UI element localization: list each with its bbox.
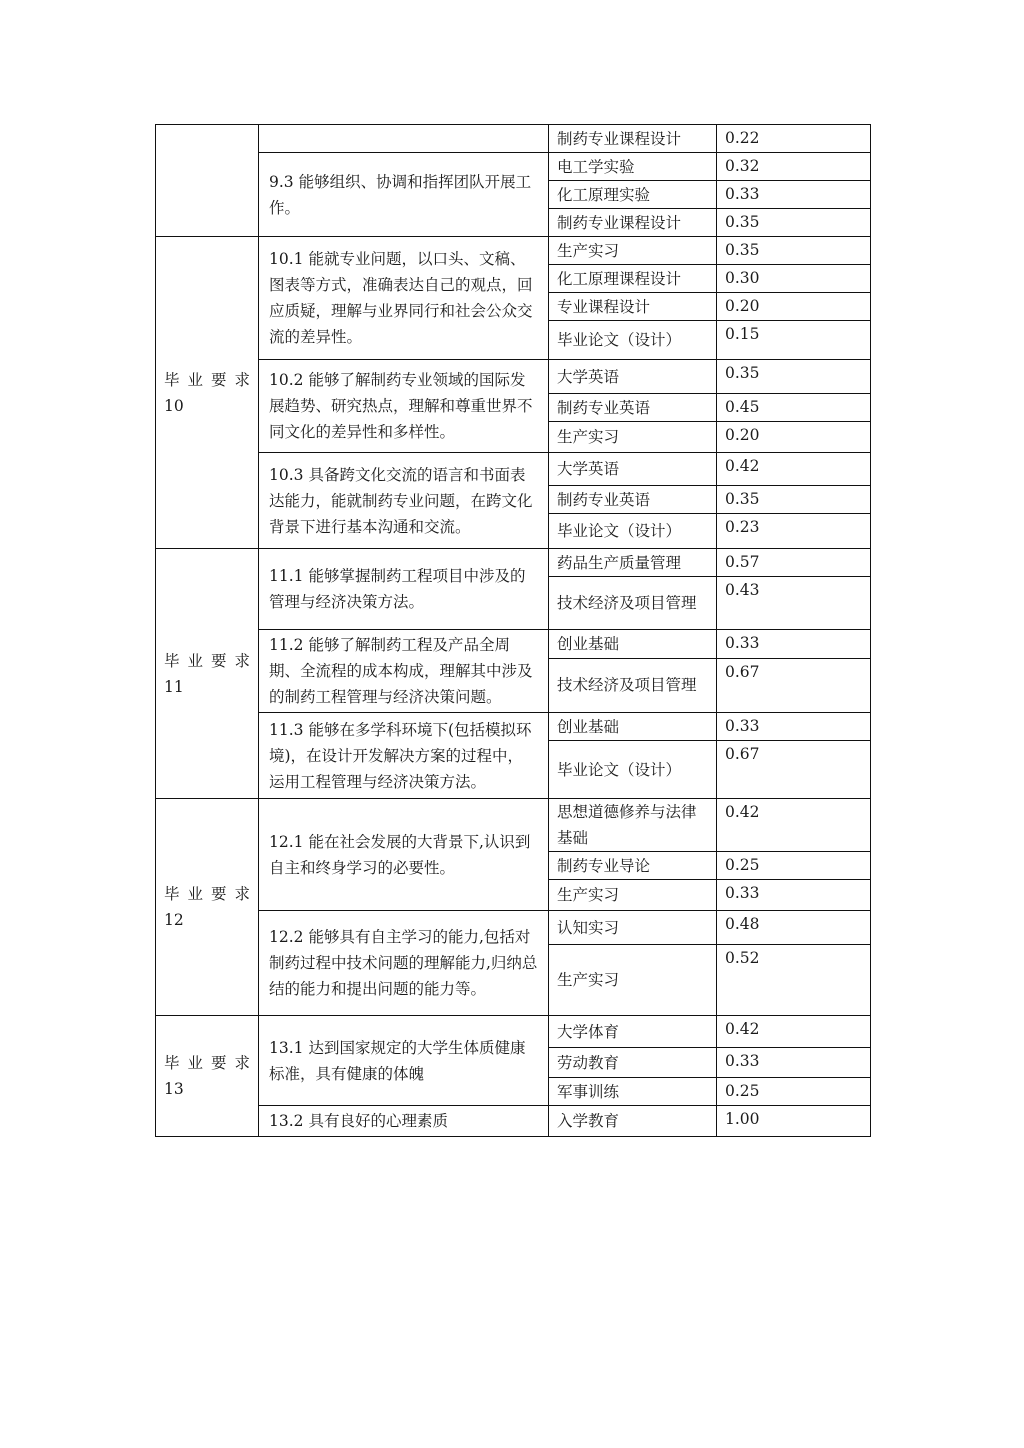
indicator-cell: 13.2 具有良好的心理素质 <box>259 1106 549 1137</box>
requirement-number: 13 <box>164 1080 184 1098</box>
course-name: 专业课程设计 <box>549 293 717 321</box>
table-row <box>156 1016 871 1048</box>
requirement-number: 10 <box>164 396 184 415</box>
course-weight: 0.43 <box>717 577 871 630</box>
course-name: 技术经济及项目管理 <box>549 658 717 712</box>
course-weight: 0.32 <box>717 153 871 181</box>
course-weight: 0.33 <box>717 1048 871 1078</box>
table-row <box>156 549 871 577</box>
course-weight: 0.52 <box>717 945 871 1016</box>
course-name: 认知实习 <box>549 911 717 945</box>
course-weight: 0.15 <box>717 321 871 360</box>
requirement-number: 11 <box>164 677 184 696</box>
course-name: 生产实习 <box>549 237 717 265</box>
course-name: 军事训练 <box>549 1078 717 1106</box>
course-name: 生产实习 <box>549 945 717 1016</box>
course-weight: 1.00 <box>717 1106 871 1137</box>
indicator-cell <box>259 125 549 153</box>
course-name: 技术经济及项目管理 <box>549 577 717 630</box>
course-weight: 0.35 <box>717 486 871 514</box>
requirement-cell <box>156 237 259 549</box>
course-name: 大学体育 <box>549 1016 717 1048</box>
course-weight: 0.20 <box>717 422 871 453</box>
requirement-cell <box>156 799 259 1016</box>
course-weight: 0.57 <box>717 549 871 577</box>
course-weight: 0.67 <box>717 658 871 712</box>
requirement-cell <box>156 1016 259 1137</box>
indicator-cell: 10.3 具备跨文化交流的语言和书面表达能力，能就制药专业问题，在跨文化背景下进行基本沟通和交流。 <box>259 453 549 549</box>
table-row <box>156 713 871 741</box>
table-row <box>156 153 871 181</box>
course-name: 生产实习 <box>549 422 717 453</box>
course-name: 大学英语 <box>549 360 717 394</box>
requirement-cell <box>156 125 259 237</box>
indicator-cell: 13.1 达到国家规定的大学生体质健康标准，具有健康的体魄 <box>259 1016 549 1106</box>
indicator-cell: 12.1 能在社会发展的大背景下,认识到自主和终身学习的必要性。 <box>259 799 549 911</box>
course-name: 电工学实验 <box>549 153 717 181</box>
indicator-cell: 11.2 能够了解制药工程及产品全周期、全流程的成本构成，理解其中涉及的制药工程管理与经济决策问题。 <box>259 630 549 713</box>
requirement-label: 毕业要求 <box>164 885 250 903</box>
course-weight: 0.30 <box>717 265 871 293</box>
course-weight: 0.25 <box>717 1078 871 1106</box>
indicator-cell: 10.2 能够了解制药专业领域的国际发展趋势、研究热点，理解和尊重世界不同文化的差异性和多样性。 <box>259 360 549 453</box>
course-name: 制药专业课程设计 <box>549 209 717 237</box>
course-weight: 0.20 <box>717 293 871 321</box>
course-name: 制药专业英语 <box>549 486 717 514</box>
course-name: 毕业论文（设计） <box>549 741 717 799</box>
course-name: 制药专业课程设计 <box>549 125 717 153</box>
course-name: 创业基础 <box>549 713 717 741</box>
course-weight: 0.33 <box>717 713 871 741</box>
course-weight: 0.35 <box>717 237 871 265</box>
course-weight: 0.67 <box>717 741 871 799</box>
table-row <box>156 630 871 659</box>
table-row <box>156 125 871 153</box>
course-name: 大学英语 <box>549 453 717 486</box>
requirement-cell <box>156 549 259 799</box>
course-weight: 0.22 <box>717 125 871 153</box>
table-row <box>156 799 871 852</box>
table-row <box>156 911 871 945</box>
course-weight: 0.42 <box>717 453 871 486</box>
table-row <box>156 237 871 265</box>
indicator-cell: 12.2 能够具有自主学习的能力,包括对制药过程中技术问题的理解能力,归纳总结的能力和提出问题的能力等。 <box>259 911 549 1016</box>
indicator-cell: 9.3 能够组织、协调和指挥团队开展工作。 <box>259 153 549 237</box>
course-weight: 0.45 <box>717 394 871 422</box>
course-name: 药品生产质量管理 <box>549 549 717 577</box>
course-name: 化工原理课程设计 <box>549 265 717 293</box>
course-weight: 0.33 <box>717 880 871 911</box>
course-name: 劳动教育 <box>549 1048 717 1078</box>
course-name: 制药专业英语 <box>549 394 717 422</box>
table-row <box>156 1106 871 1137</box>
indicator-cell: 10.1 能就专业问题，以口头、文稿、图表等方式，准确表达自己的观点，回应质疑，理解与业界同行和社会公众交流的差异性。 <box>259 237 549 360</box>
course-name: 生产实习 <box>549 880 717 911</box>
course-weight: 0.33 <box>717 181 871 209</box>
indicator-cell: 11.3 能够在多学科环境下(包括模拟环境)，在设计开发解决方案的过程中，运用工程管理与经济决策方法。 <box>259 713 549 799</box>
requirement-number: 12 <box>164 911 184 929</box>
course-name: 毕业论文（设计） <box>549 321 717 360</box>
course-name: 制药专业导论 <box>549 852 717 880</box>
course-weight: 0.25 <box>717 852 871 880</box>
graduation-requirements-table <box>155 124 871 1137</box>
course-name: 化工原理实验 <box>549 181 717 209</box>
course-name: 入学教育 <box>549 1106 717 1137</box>
table-body <box>156 125 871 1137</box>
course-weight: 0.48 <box>717 911 871 945</box>
course-name: 毕业论文（设计） <box>549 514 717 549</box>
course-weight: 0.23 <box>717 514 871 549</box>
table-row <box>156 360 871 394</box>
requirement-label: 毕业要求 <box>164 370 250 389</box>
requirement-label: 毕业要求 <box>164 651 250 670</box>
course-weight: 0.42 <box>717 1016 871 1048</box>
course-weight: 0.35 <box>717 209 871 237</box>
course-weight: 0.35 <box>717 360 871 394</box>
course-name: 创业基础 <box>549 630 717 659</box>
course-name: 思想道德修养与法律基础 <box>549 799 717 852</box>
course-weight: 0.42 <box>717 799 871 852</box>
requirement-label: 毕业要求 <box>164 1054 250 1072</box>
course-weight: 0.33 <box>717 630 871 659</box>
table-row <box>156 453 871 486</box>
indicator-cell: 11.1 能够掌握制药工程项目中涉及的管理与经济决策方法。 <box>259 549 549 630</box>
